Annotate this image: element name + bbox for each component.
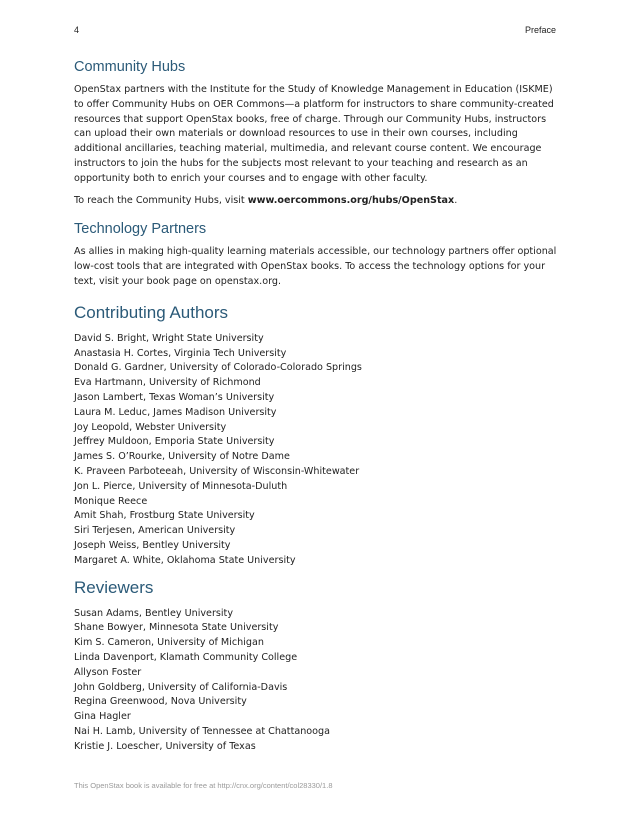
running-head: Preface bbox=[524, 25, 556, 35]
list-item: Allyson Foster bbox=[74, 666, 142, 678]
heading-reviewers: Reviewers bbox=[74, 577, 154, 597]
list-item: James S. O’Rourke, University of Notre Dame bbox=[74, 451, 290, 463]
page-content bbox=[74, 58, 559, 754]
list-item: Regina Greenwood, Nova University bbox=[74, 696, 247, 708]
list-item: Donald G. Gardner, University of Colorado-Colorado Springs bbox=[74, 362, 362, 374]
list-item: Jon L. Pierce, University of Minnesota-Duluth bbox=[74, 480, 288, 492]
list-item: Linda Davenport, Klamath Community College bbox=[74, 651, 298, 663]
link-prefix: To reach the Community Hubs, visit bbox=[74, 194, 248, 206]
heading-technology-partners: Technology Partners bbox=[74, 221, 207, 238]
oercommons-link[interactable]: www.oercommons.org/hubs/OpenStax bbox=[247, 194, 455, 206]
list-item: Shane Bowyer, Minnesota State University bbox=[74, 622, 279, 634]
list-item: Kim S. Cameron, University of Michigan bbox=[74, 637, 264, 649]
footer-note: This OpenStax book is available for free at http://cnx.org/content/col28330/1.8 bbox=[74, 781, 333, 790]
list-item: K. Praveen Parboteeah, University of Wisconsin-Whitewater bbox=[74, 465, 360, 477]
section-technology-partners bbox=[74, 220, 559, 289]
author-list bbox=[74, 332, 559, 569]
list-item: Joy Leopold, Webster University bbox=[74, 421, 227, 433]
list-item: Margaret A. White, Oklahoma State University bbox=[74, 554, 296, 566]
heading-community-hubs: Community Hubs bbox=[74, 59, 186, 75]
list-item: Joseph Weiss, Bentley University bbox=[74, 539, 231, 551]
list-item: Laura M. Leduc, James Madison University bbox=[74, 406, 277, 418]
list-item: Jason Lambert, Texas Woman’s University bbox=[74, 391, 275, 403]
heading-contributing-authors: Contributing Authors bbox=[74, 302, 229, 322]
page-number: 4 bbox=[74, 25, 80, 35]
section-community-hubs bbox=[74, 58, 559, 208]
section-contributing-authors bbox=[74, 302, 559, 569]
list-item: Susan Adams, Bentley University bbox=[74, 607, 233, 619]
list-item: Jeffrey Muldoon, Emporia State University bbox=[74, 436, 275, 448]
paragraph-community-hubs: OpenStax partners with the Institute for the Study of Knowledge Management in Education (ISKME) to offer Community Hubs on OER Commons—a platform for instructors to share community-created resources that support OpenStax books, free of charge. Through our Community Hubs, instructors can upload their own materials or download resources to use in their own courses, including additional ancillaries, teaching material, multimedia, and relevant course content. We encourage instructors to join the hubs for the subjects most relevant to your teaching and research as an opportunity both to enrich your courses and to engage with other faculty. bbox=[74, 84, 554, 184]
list-item: Kristie J. Loescher, University of Texas bbox=[74, 740, 256, 752]
list-item: Nai H. Lamb, University of Tennessee at Chattanooga bbox=[74, 725, 330, 737]
list-item: John Goldberg, University of California-Davis bbox=[74, 681, 288, 693]
reviewer-list bbox=[74, 607, 559, 755]
list-item: Eva Hartmann, University of Richmond bbox=[74, 377, 261, 389]
list-item: Anastasia H. Cortes, Virginia Tech University bbox=[74, 347, 287, 359]
list-item: David S. Bright, Wright State University bbox=[74, 332, 264, 344]
list-item: Monique Reece bbox=[74, 495, 148, 507]
paragraph-technology-partners: As allies in making high-quality learning materials accessible, our technology partners offer optional low-cost tools that are integrated with OpenStax books. To access the technology options for your text, visit your book page on openstax.org. bbox=[74, 246, 557, 287]
section-reviewers bbox=[74, 577, 559, 755]
link-suffix: . bbox=[454, 194, 458, 206]
paragraph-community-hubs-link bbox=[74, 194, 559, 209]
list-item: Gina Hagler bbox=[74, 711, 131, 723]
list-item: Siri Terjesen, American University bbox=[74, 525, 236, 537]
list-item: Amit Shah, Frostburg State University bbox=[74, 510, 255, 522]
